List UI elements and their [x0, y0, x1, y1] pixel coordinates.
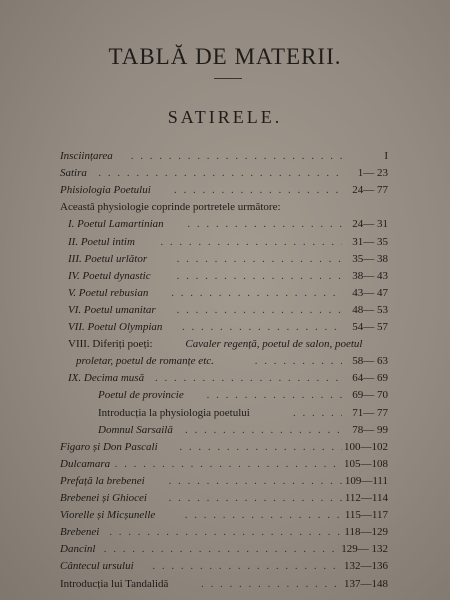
toc-entry-pages: 132—136	[344, 560, 388, 573]
toc-entry-pages: 105—108	[344, 457, 388, 470]
toc-entry-label: VI. Poetul umanitar	[68, 303, 156, 316]
toc-entry-pages: 78— 99	[352, 423, 388, 436]
dot-leader	[131, 150, 342, 163]
toc-entry-label: Poetul de provincie	[98, 389, 184, 402]
toc-entry-pages: 137—148	[344, 577, 388, 590]
toc-entry-label: proletar, poetul de romanțe etc.	[76, 355, 214, 368]
toc-entry-pages: I	[384, 150, 388, 162]
toc-entry-label: IX. Decima musă	[68, 372, 145, 385]
dot-leader	[174, 184, 342, 197]
toc-entry-pages: 38— 43	[352, 269, 388, 282]
section-title: SATIRELE.	[167, 107, 283, 127]
dot-leader	[115, 458, 342, 471]
toc-entry-pages: 64— 69	[352, 372, 388, 385]
toc-entry-pages: 109—111	[344, 474, 388, 487]
dot-leader	[187, 218, 342, 231]
toc-entry-label: Dancinl	[60, 543, 96, 556]
page-title: TABLĂ DE MATERII.	[108, 44, 342, 69]
toc-entry-label: Brebenei și Ghiocei	[60, 492, 147, 504]
toc-entry-label: VIII. Diferiți poeți:	[68, 338, 153, 351]
toc-entry-label: Cântecul ursului	[60, 560, 134, 573]
toc-entry-pages: 35— 38	[352, 252, 388, 265]
toc-entry-label: II. Poetul intim	[68, 235, 135, 248]
toc-entry-pages: 48— 53	[352, 303, 388, 316]
toc-entry-label: Introducția la physiologia poetului	[98, 406, 250, 419]
dot-leader	[169, 475, 342, 488]
dot-leader	[185, 509, 342, 522]
toc-entry-label: Aceastâ physiologie coprinde portretele următore:	[60, 201, 281, 214]
toc-entry-label: Domnul Sarsailă	[98, 423, 173, 436]
toc-entry-pages: 54— 57	[352, 321, 388, 333]
dot-leader	[177, 253, 342, 266]
toc-entry-pages: 24— 77	[352, 184, 388, 197]
toc-entry-pages: 71— 77	[352, 406, 388, 419]
dot-leader	[152, 560, 342, 573]
dot-leader	[293, 407, 342, 420]
dot-leader	[182, 321, 342, 334]
toc-entry-pages: 24— 31	[352, 218, 388, 231]
toc-entry-label: V. Poetul rebusian	[68, 286, 149, 299]
dot-leader	[160, 236, 342, 249]
dot-leader	[98, 167, 342, 180]
dot-leader	[201, 578, 342, 591]
toc-entry-label: IV. Poetul dynastic	[68, 269, 151, 282]
dot-leader	[104, 543, 342, 556]
toc-entry-pages: 100—102	[344, 440, 388, 453]
toc-entry-pages: 69— 70	[352, 389, 388, 402]
toc-entry-label: III. Poetul urlător	[68, 252, 148, 265]
dot-leader	[155, 372, 342, 385]
dot-leader	[171, 287, 342, 300]
toc-entry-pages: 58— 63	[352, 355, 388, 368]
toc-entry-subtitle: Cavaler regență, poetul de salon, poetul	[185, 338, 363, 351]
dot-leader	[179, 441, 342, 454]
toc-entry-pages: 115—117	[344, 509, 388, 522]
toc-entry-label: VII. Poetul Olympian	[68, 321, 163, 333]
toc-entry-label: Satira	[60, 167, 87, 180]
toc-entry-label: Brebenei	[60, 526, 100, 539]
title-divider	[214, 78, 242, 79]
toc-entry-pages: 1— 23	[357, 167, 388, 180]
dot-leader	[255, 355, 342, 368]
dot-leader	[207, 389, 342, 402]
toc-entry-pages: 112—114	[344, 492, 388, 504]
dot-leader	[177, 270, 342, 283]
dot-leader	[169, 492, 342, 505]
toc-entry-label: Viorelle și Micșunelle	[60, 509, 156, 522]
dot-leader	[109, 526, 342, 539]
toc-entry-label: Prefață la brebenei	[60, 474, 145, 487]
toc-entry-label: Phisiologia Poetului	[60, 184, 151, 197]
toc-entry-label: Dulcamara	[60, 457, 111, 470]
toc-entry-label: Figaro și Don Pascali	[60, 440, 158, 453]
toc-entry-pages: 43— 47	[352, 286, 388, 299]
toc-entry-label: I. Poetul Lamartinian	[68, 218, 164, 231]
dot-leader	[185, 424, 342, 437]
toc-entry-label: Insciințarea	[60, 150, 113, 162]
toc-entry-label: Introducția lui Tandalidă	[60, 577, 169, 590]
dot-leader	[177, 304, 342, 317]
toc-entry-pages: 31— 35	[352, 235, 388, 248]
toc-entry-pages: 118—129	[344, 526, 388, 539]
toc-entry-pages: 129— 132	[341, 543, 388, 556]
